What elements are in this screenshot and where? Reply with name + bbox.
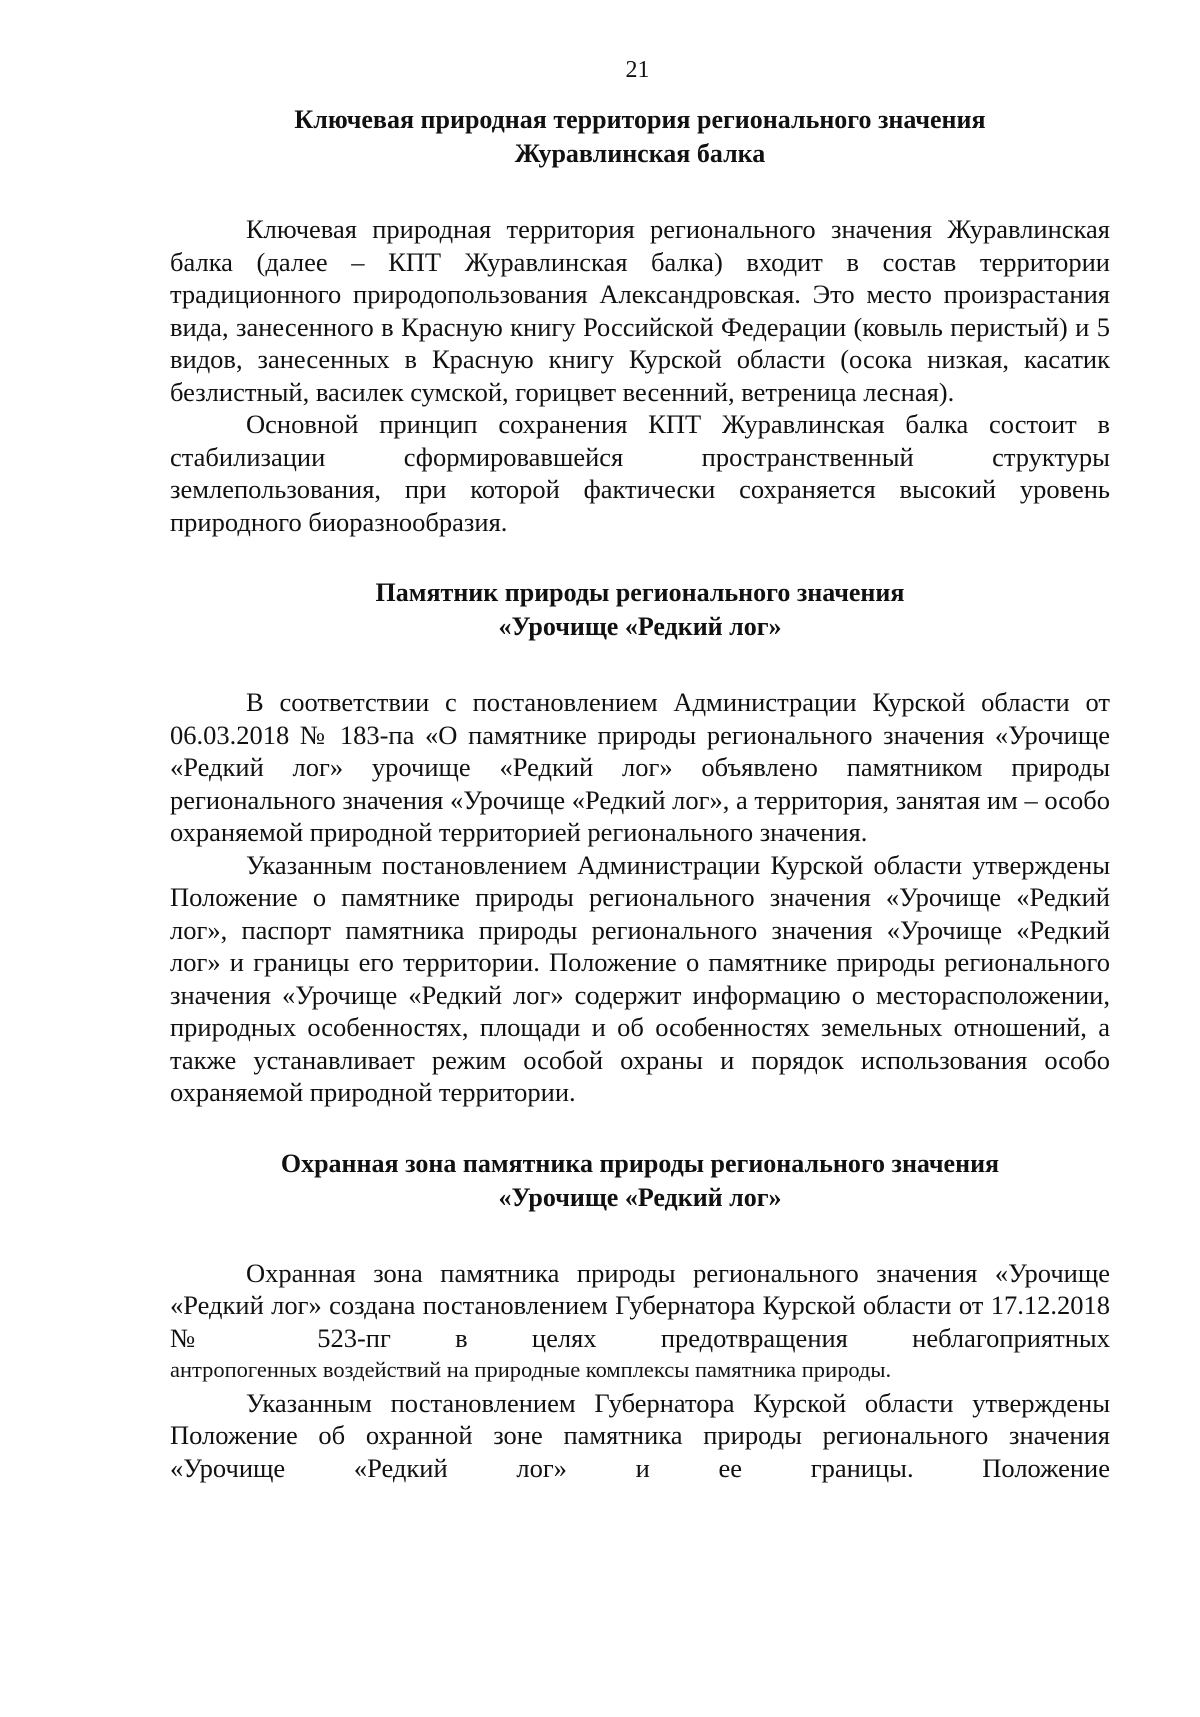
paragraph: Указанным постановлением Администрации Курской области утверждены Положение о памятнике природы регионального значения «Урочище «Редкий лог», паспорт памятника природы регионального значения «Урочище «Редкий лог» и границы его территории. Положение о памятнике природы регионального значения «Урочище «Редкий лог» содержит информацию о месторасположении, природных особенностях, площади и об особенностях земельных отношений, а также устанавливает режим особой охраны и порядок использования особо охраняемой природной территории.	[170, 849, 1110, 1107]
paragraph: Основной принцип сохранения КПТ Журавлинская балка состоит в стабилизации сформировавшейся пространственный структуры землепользования, при которой фактически сохраняется высокий уровень природного биоразнообразия.	[170, 409, 1110, 537]
section-heading-line: Журавлинская балка	[514, 139, 766, 168]
section-heading-line: «Урочище «Редкий лог»	[498, 1182, 782, 1212]
section-heading-line: Охранная зона памятника природы регионального значения	[280, 1148, 1000, 1178]
paragraph-line: антропогенных воздействий на природные комплексы памятника природы.	[170, 1357, 892, 1382]
section-heading-line: Памятник природы регионального значения	[375, 578, 905, 607]
section-heading-line: Ключевая природная территория регионального значения	[294, 105, 986, 134]
page-number: 21	[625, 57, 650, 83]
section-monument-redkiy-log	[170, 576, 1110, 1109]
paragraph: В соответствии с постановлением Администрации Курской области от 06.03.2018 № 183-па «О памятнике природы регионального значения «Урочище «Редкий лог» урочище «Редкий лог» объявлено памятником природы регионального значения «Урочище «Редкий лог», а территория, занятая им – особо охраняемой природной территорией регионального значения.	[170, 687, 1110, 847]
section-kpt-zhuravlinskaya	[170, 103, 1110, 538]
paragraph: Указанным постановлением Губернатора Курской области утверждены Положение об охранной зоне памятника природы регионального значения «Урочище «Редкий лог» и ее границы. Положение	[170, 1387, 1110, 1483]
document-body	[170, 103, 1110, 1484]
section-heading-line: «Урочище «Редкий лог»	[498, 612, 782, 641]
paragraph: Ключевая природная территория регионального значения Журавлинская балка (далее – КПТ Журавлинская балка) входит в состав территории традиционного природопользования Александровская. Это место произрастания вида, занесенного в Красную книгу Российской Федерации (ковыль перистый) и 5 видов, занесенных в Красную книгу Курской области (осока низкая, касатик безлистный, василек сумской, горицвет весенний, ветреница лесная).	[170, 214, 1110, 407]
paragraph: Охранная зона памятника природы регионального значения «Урочище «Редкий лог» создана постановлением Губернатора Курской области от 17.12.2018 № 523-пг в целях предотвращения неблагоприятных	[170, 1257, 1110, 1353]
section-protection-zone	[170, 1147, 1110, 1485]
